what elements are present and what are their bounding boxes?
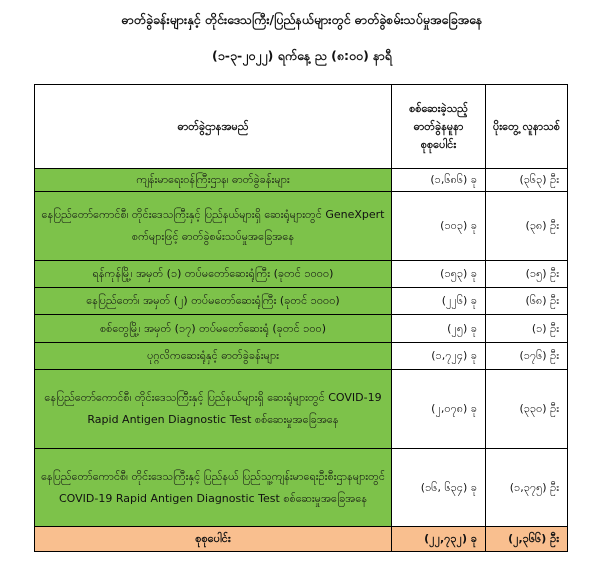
lab-name-cell: ပုဂ္ဂလိကဆေးရုံနှင့် ဓာတ်ခွဲခန်းများ bbox=[35, 343, 392, 370]
table-row bbox=[35, 169, 568, 192]
header-tested: စစ်ဆေးခဲ့သည့် ဓာတ်ခွဲနမူနာ စုစုပေါင်း bbox=[392, 85, 486, 169]
total-found: (၂,၃၆၆) ဦး bbox=[486, 527, 568, 552]
found-cell: (၆၈) ဦး bbox=[486, 288, 568, 315]
tested-cell: (၁,၆၈၆) ခု bbox=[392, 169, 486, 192]
lab-name-cell: နေပြည်တော်၊ အမှတ် (၂) တပ်မတော်ဆေးရုံကြီး (ခုတင် ၁၀၀၀) bbox=[35, 288, 392, 315]
tested-cell: (၂,၀၇၈) ခု bbox=[392, 370, 486, 449]
table-row bbox=[35, 192, 568, 261]
lab-name-cell: နေပြည်တော်ကောင်စီ၊ တိုင်းဒေသကြီးနှင့် ပြည်နယ် ပြည်သူ့ကျန်းမာရေးဦးစီးဌာနများတွင် COVID-19 Rapid Antigen Diagnostic Test စစ်ဆေးမှုအခြေအနေ bbox=[35, 449, 392, 527]
found-cell: (၁,၃၇၅) ဦး bbox=[486, 449, 568, 527]
tested-cell: (၂၅) ခု bbox=[392, 315, 486, 343]
found-cell: (၃၈) ဦး bbox=[486, 192, 568, 261]
lab-name-cell: ရန်ကုန်မြို့၊ အမှတ် (၁) တပ်မတော်ဆေးရုံကြီး (ခုတင် ၁၀၀၀) bbox=[35, 261, 392, 288]
table-row bbox=[35, 370, 568, 449]
lab-name-cell: နေပြည်တော်ကောင်စီ၊ တိုင်းဒေသကြီးနှင့် ပြည်နယ်များရှိ ဆေးရုံများတွင် GeneXpert စက်များဖြင့် ဓာတ်ခွဲစမ်းသပ်မှုအခြေအနေ bbox=[35, 192, 392, 261]
testing-table bbox=[34, 84, 568, 552]
lab-name-cell: နေပြည်တော်ကောင်စီ၊ တိုင်းဒေသကြီးနှင့် ပြည်နယ်များရှိ ဆေးရုံများတွင် COVID-19 Rapid Antigen Diagnostic Test စစ်ဆေးမှုအခြေအနေ bbox=[35, 370, 392, 449]
header-lab-name: ဓာတ်ခွဲဌာနအမည် bbox=[35, 85, 392, 169]
total-label: စုစုပေါင်း bbox=[35, 527, 392, 552]
table-row bbox=[35, 288, 568, 315]
lab-name-cell: စစ်တွေမြို့၊ အမှတ် (၁၇) တပ်မတော်ဆေးရုံ (ခုတင် ၁၀၀) bbox=[35, 315, 392, 343]
table-row bbox=[35, 261, 568, 288]
total-row bbox=[35, 527, 568, 552]
found-cell: (၁၇၆) ဦး bbox=[486, 343, 568, 370]
tested-cell: (၁၆, ၆၃၄) ခု bbox=[392, 449, 486, 527]
tested-cell: (၁၀၃) ခု bbox=[392, 192, 486, 261]
page-subtitle-date: (၁-၃-၂၀၂၂) ရက်နေ့ ည (၈:၀၀) နာရီ bbox=[212, 48, 392, 63]
total-tested: (၂၂,၇၃၂) ခု bbox=[392, 527, 486, 552]
tested-cell: (၂၂၆) ခု bbox=[392, 288, 486, 315]
found-cell: (၁) ဦး bbox=[486, 315, 568, 343]
table-row bbox=[35, 343, 568, 370]
found-cell: (၁၅) ဦး bbox=[486, 261, 568, 288]
found-cell: (၃၃၀) ဦး bbox=[486, 370, 568, 449]
found-cell: (၃၆၃) ဦး bbox=[486, 169, 568, 192]
table-row bbox=[35, 449, 568, 527]
header-found: ပိုးတွေ့ လူနာသစ် bbox=[486, 85, 568, 169]
table-header-row bbox=[35, 85, 568, 169]
tested-cell: (၁၅၃) ခု bbox=[392, 261, 486, 288]
table-row bbox=[35, 315, 568, 343]
page-title: ဓာတ်ခွဲခန်းများနှင့် တိုင်းဒေသကြီး/ပြည်နယ်များတွင် ဓာတ်ခွဲစမ်းသပ်မှုအခြေအနေ bbox=[121, 12, 483, 27]
lab-name-cell: ကျန်းမာရေးဝန်ကြီးဌာန၊ ဓာတ်ခွဲခန်းများ bbox=[35, 169, 392, 192]
tested-cell: (၁,၇၂၄) ခု bbox=[392, 343, 486, 370]
